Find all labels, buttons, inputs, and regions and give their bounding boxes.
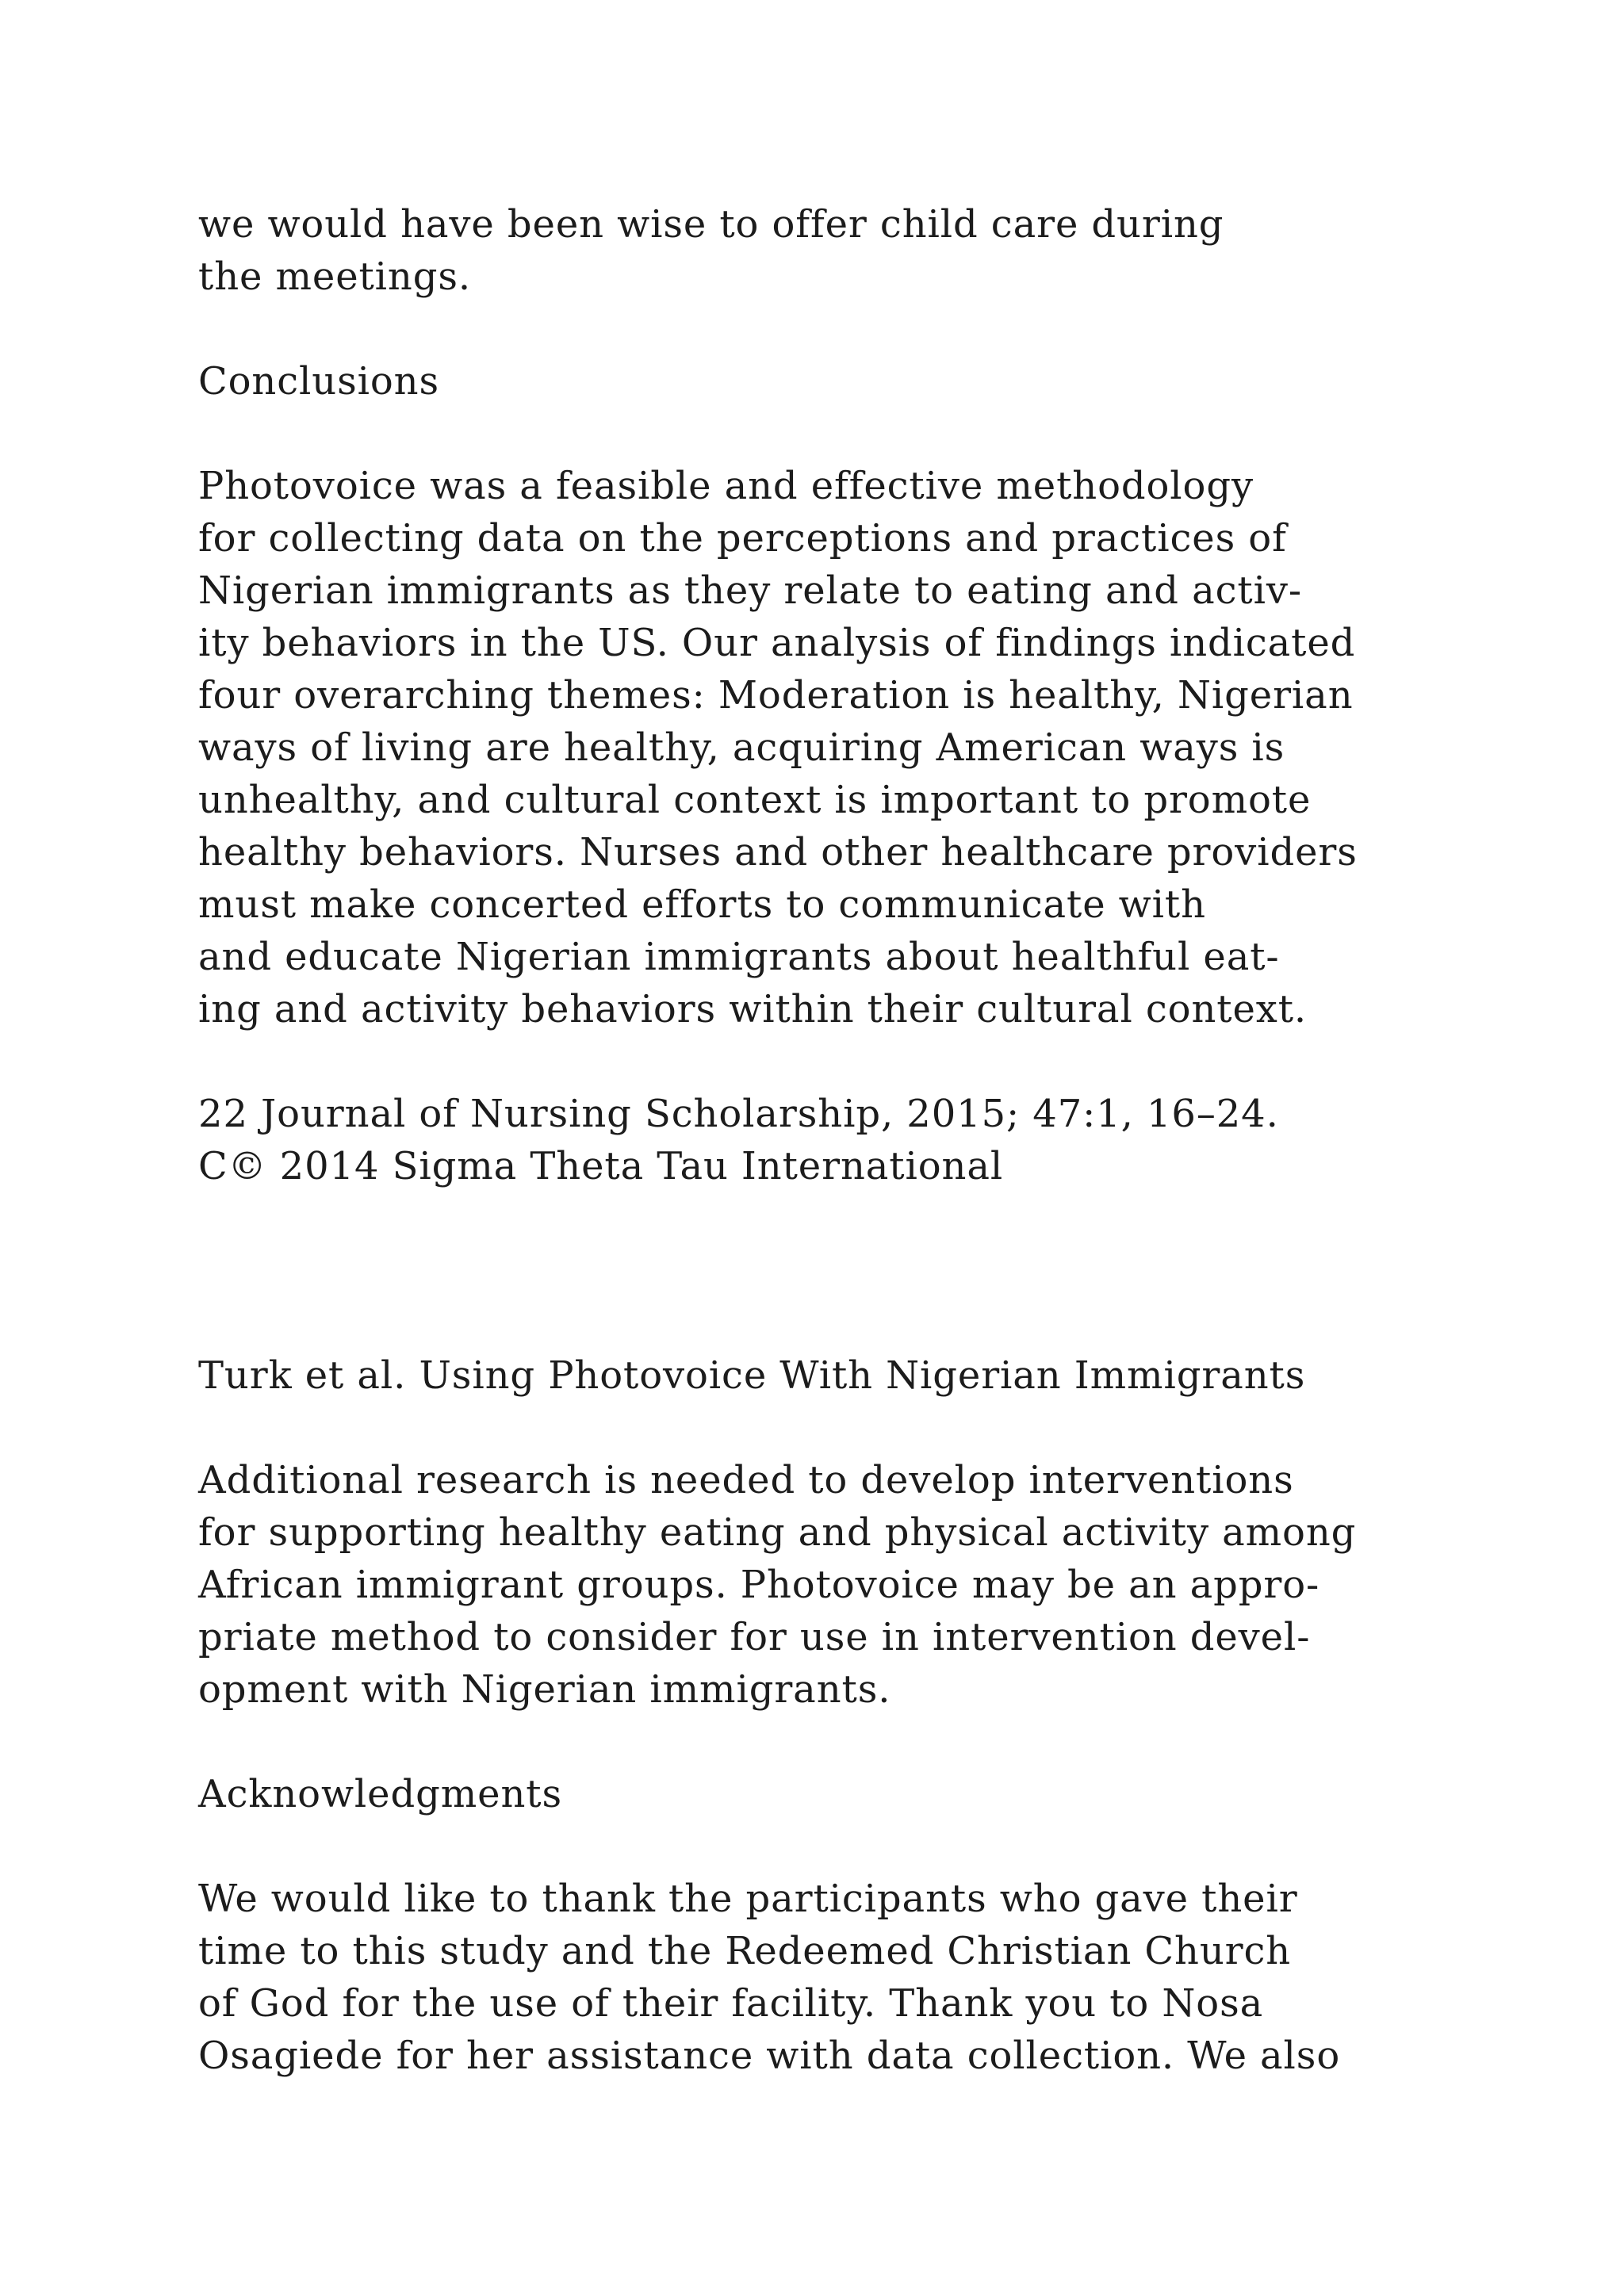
body-text-line: We would like to thank the participants who gave their — [198, 1877, 1298, 1921]
body-text-line: Nigerian immigrants as they relate to eating and activ- — [198, 568, 1302, 613]
journal-citation-footer: 22 Journal of Nursing Scholarship, 2015; 47:1, 16–24. — [198, 1092, 1279, 1136]
copyright-footer: C© 2014 Sigma Theta Tau International — [198, 1144, 1004, 1188]
section-heading-acknowledgments: Acknowledgments — [198, 1772, 562, 1816]
section-heading-conclusions: Conclusions — [198, 359, 440, 404]
body-text-line: healthy behaviors. Nurses and other healthcare providers — [198, 830, 1358, 874]
body-text-line: unhealthy, and cultural context is important to promote — [198, 778, 1312, 822]
body-text-line: for supporting healthy eating and physical activity among — [198, 1510, 1357, 1555]
body-text-line: Additional research is needed to develop interventions — [198, 1458, 1294, 1502]
body-text-line: ing and activity behaviors within their cultural context. — [198, 987, 1308, 1031]
body-text-line: four overarching themes: Moderation is healthy, Nigerian — [198, 673, 1354, 718]
body-text-line: priate method to consider for use in intervention devel- — [198, 1615, 1311, 1659]
body-text-line: ways of living are healthy, acquiring American ways is — [198, 725, 1285, 770]
body-text-line: African immigrant groups. Photovoice may be an appro- — [198, 1563, 1320, 1607]
body-text-line: time to this study and the Redeemed Christian Church — [198, 1929, 1292, 1973]
body-text-line: for collecting data on the perceptions and practices of — [198, 516, 1287, 561]
body-text-line: and educate Nigerian immigrants about healthful eat- — [198, 935, 1280, 979]
body-text-line: opment with Nigerian immigrants. — [198, 1667, 891, 1712]
running-header: Turk et al. Using Photovoice With Nigerian Immigrants — [198, 1353, 1306, 1398]
body-text-line: of God for the use of their facility. Thank you to Nosa — [198, 1981, 1264, 2026]
body-text-line: the meetings. — [198, 254, 472, 299]
body-text-line: ity behaviors in the US. Our analysis of findings indicated — [198, 621, 1356, 665]
body-text-line: we would have been wise to offer child care during — [198, 202, 1224, 247]
body-text-line: Osagiede for her assistance with data collection. We also — [198, 2034, 1341, 2078]
body-text-line: Photovoice was a feasible and effective methodology — [198, 464, 1254, 508]
body-text-line: must make concerted efforts to communicate with — [198, 882, 1206, 927]
